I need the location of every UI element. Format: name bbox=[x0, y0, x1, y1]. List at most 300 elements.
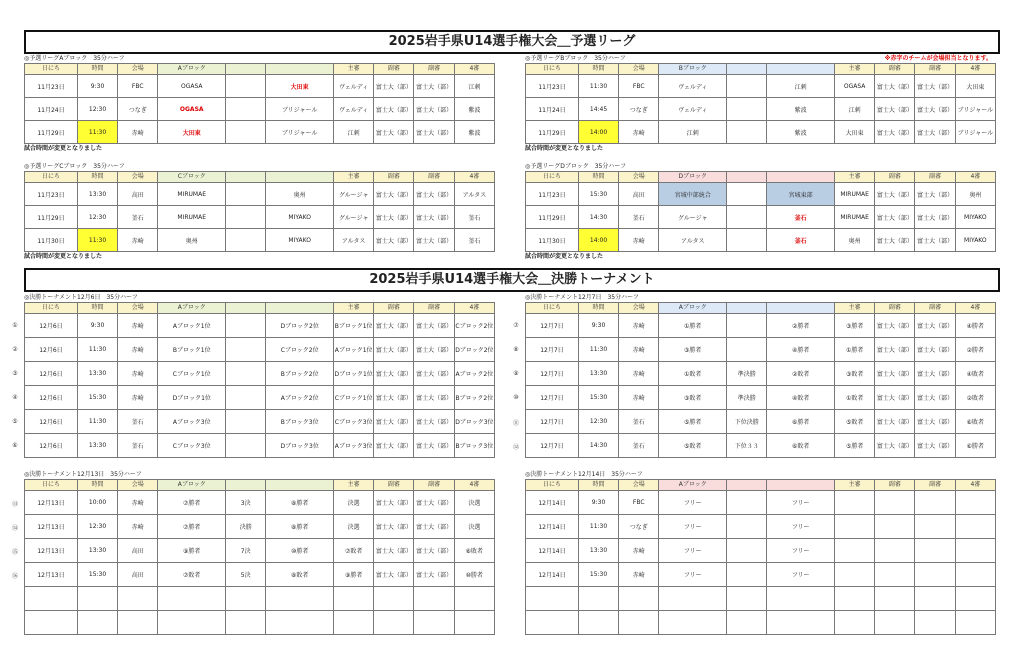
table-cell: 12月13日 bbox=[25, 539, 78, 563]
header-cell: 日にち bbox=[526, 480, 579, 491]
table-cell: ⑧勝者 bbox=[266, 491, 334, 515]
table-cell: 大田東 bbox=[266, 75, 334, 98]
table-cell: 9:30 bbox=[578, 491, 618, 515]
table-cell: ④敗者 bbox=[767, 386, 835, 410]
header-cell: 時間 bbox=[578, 64, 618, 75]
table-cell: 12月7日 bbox=[526, 338, 579, 362]
header-cell: 4審 bbox=[955, 172, 995, 183]
table-cell bbox=[226, 314, 266, 338]
table-row bbox=[25, 338, 495, 362]
table-cell: 釜石 bbox=[619, 206, 659, 229]
table-cell: 12月6日 bbox=[25, 314, 78, 338]
table-cell: 富士大（部） bbox=[875, 410, 915, 434]
table-row bbox=[526, 229, 996, 252]
table-cell: Cブロック3位 bbox=[334, 410, 374, 434]
table-cell: ④勝者 bbox=[955, 314, 995, 338]
match-number: ⑭ bbox=[11, 525, 18, 532]
table-cell: 12:30 bbox=[77, 98, 117, 121]
header-cell: 副審 bbox=[414, 64, 454, 75]
table-cell: ⑧敗者 bbox=[266, 563, 334, 587]
table-cell: ②敗者 bbox=[955, 386, 995, 410]
table-cell: 富士大（部） bbox=[374, 229, 414, 252]
table-row bbox=[25, 434, 495, 458]
caption-text: ◎予選リーグDブロック 35分ハーフ bbox=[525, 163, 627, 170]
table-cell bbox=[727, 515, 767, 539]
table-cell: 富士大（部） bbox=[875, 229, 915, 252]
header-cell bbox=[767, 64, 835, 75]
table-cell: 富士大（部） bbox=[374, 206, 414, 229]
table-cell: ヴェルディ bbox=[659, 98, 727, 121]
table-cell: 富士大（部） bbox=[374, 338, 414, 362]
header-cell: 日にち bbox=[526, 64, 579, 75]
table-cell: 釜石 bbox=[454, 229, 494, 252]
table-cell bbox=[226, 183, 266, 206]
match-number: ⑫ bbox=[512, 444, 519, 451]
table-cell: 赤崎 bbox=[118, 515, 158, 539]
table-cell: 大田東 bbox=[835, 121, 875, 144]
table-cell: 富士大（部） bbox=[875, 75, 915, 98]
schedule-table bbox=[24, 171, 495, 252]
header-cell: 4審 bbox=[454, 480, 494, 491]
table-cell: 紫波 bbox=[454, 121, 494, 144]
table-cell: 宮城東部 bbox=[767, 183, 835, 206]
table-cell: 13:30 bbox=[77, 362, 117, 386]
schedule-table bbox=[24, 63, 495, 144]
table-cell: 12月6日 bbox=[25, 434, 78, 458]
header-cell: 時間 bbox=[77, 480, 117, 491]
table-cell bbox=[955, 491, 995, 515]
table-cell bbox=[226, 386, 266, 410]
match-number: ⑯ bbox=[11, 573, 18, 580]
table-cell bbox=[158, 587, 226, 611]
table-cell: Aブロック1位 bbox=[158, 314, 226, 338]
header-cell: 副審 bbox=[414, 172, 454, 183]
table-cell: 富士大（部） bbox=[414, 206, 454, 229]
table-cell: Bブロック3位 bbox=[266, 410, 334, 434]
table-cell bbox=[226, 587, 266, 611]
table-cell: 宮城中部統合 bbox=[659, 183, 727, 206]
table-cell: 12:30 bbox=[578, 410, 618, 434]
header-cell bbox=[266, 172, 334, 183]
table-cell: ⑨勝者 bbox=[334, 563, 374, 587]
schedule-block-a bbox=[24, 54, 495, 153]
table-cell: 11:30 bbox=[578, 338, 618, 362]
table-cell: 14:00 bbox=[578, 121, 618, 144]
table-row bbox=[526, 515, 996, 539]
table-cell: 14:30 bbox=[578, 206, 618, 229]
header-cell: 時間 bbox=[578, 303, 618, 314]
table-cell bbox=[727, 314, 767, 338]
table-cell: 富士大（部） bbox=[374, 75, 414, 98]
table-cell: ヴェルディ bbox=[334, 75, 374, 98]
table-cell: 赤崎 bbox=[118, 121, 158, 144]
table-cell: 赤崎 bbox=[118, 386, 158, 410]
table-cell: 決選 bbox=[454, 491, 494, 515]
title-final-tournament: 2025岩手県U14選手権大会＿決勝トーナメント bbox=[24, 268, 1000, 292]
section-caption bbox=[525, 162, 996, 171]
table-cell: ⑤勝者 bbox=[659, 410, 727, 434]
table-cell: 12月14日 bbox=[526, 563, 579, 587]
table-row bbox=[25, 75, 495, 98]
table-cell: MIRUMAE bbox=[158, 183, 226, 206]
table-cell: ③勝者 bbox=[659, 338, 727, 362]
table-cell: 決選 bbox=[334, 491, 374, 515]
table-cell bbox=[659, 611, 727, 635]
table-cell bbox=[158, 611, 226, 635]
header-cell: 時間 bbox=[77, 303, 117, 314]
header-cell bbox=[226, 303, 266, 314]
table-cell: Bブロック1位 bbox=[334, 314, 374, 338]
table-cell: 11月24日 bbox=[526, 98, 579, 121]
table-cell: 11月24日 bbox=[25, 98, 78, 121]
table-row bbox=[526, 539, 996, 563]
table-cell: Bブロック2位 bbox=[266, 362, 334, 386]
section-caption bbox=[525, 293, 996, 302]
table-cell: Aブロック3位 bbox=[334, 434, 374, 458]
table-cell bbox=[226, 229, 266, 252]
match-number: ⑮ bbox=[11, 549, 18, 556]
table-cell: 準決勝 bbox=[727, 362, 767, 386]
header-cell bbox=[266, 303, 334, 314]
caption-text: ◎予選リーグBブロック 35分ハーフ bbox=[525, 55, 626, 62]
table-cell: 富士大（部） bbox=[875, 183, 915, 206]
table-cell: 江刺 bbox=[454, 75, 494, 98]
match-number: ⑬ bbox=[11, 501, 18, 508]
table-cell: 11月23日 bbox=[25, 75, 78, 98]
table-cell: ③敗者 bbox=[659, 386, 727, 410]
table-cell: 富士大（部） bbox=[875, 338, 915, 362]
header-cell: 日にち bbox=[25, 64, 78, 75]
title-yosen-league: 2025岩手県U14選手権大会＿予選リーグ bbox=[24, 30, 1000, 54]
table-cell: 富士大（部） bbox=[414, 386, 454, 410]
table-cell: 富士大（部） bbox=[915, 410, 955, 434]
table-cell: 11月30日 bbox=[526, 229, 579, 252]
table-cell: ⑥敗者 bbox=[955, 410, 995, 434]
table-cell: 11:30 bbox=[77, 229, 117, 252]
table-cell: ②敗者 bbox=[767, 362, 835, 386]
table-cell: 富士大（部） bbox=[374, 539, 414, 563]
table-cell: 富士大（部） bbox=[374, 491, 414, 515]
header-cell: 4審 bbox=[955, 303, 995, 314]
table-cell: 富士大（部） bbox=[875, 362, 915, 386]
table-cell: 富士大（部） bbox=[915, 434, 955, 458]
table-cell: 富士大（部） bbox=[915, 75, 955, 98]
table-cell: ②勝者 bbox=[955, 338, 995, 362]
section-caption bbox=[24, 54, 495, 63]
schedule-table bbox=[525, 302, 996, 458]
header-cell: 副審 bbox=[414, 480, 454, 491]
table-row bbox=[25, 183, 495, 206]
table-cell: 11月29日 bbox=[526, 121, 579, 144]
schedule-block-d bbox=[525, 162, 996, 261]
header-cell: Dブロック bbox=[659, 172, 727, 183]
table-cell: Dブロック2位 bbox=[454, 338, 494, 362]
table-cell bbox=[578, 611, 618, 635]
table-cell: 赤崎 bbox=[619, 539, 659, 563]
table-cell: ⑦勝者 bbox=[158, 515, 226, 539]
table-cell: ①勝者 bbox=[659, 314, 727, 338]
table-cell bbox=[767, 587, 835, 611]
table-cell: MIRUMAE bbox=[835, 206, 875, 229]
table-cell: 釜石 bbox=[454, 206, 494, 229]
section-caption bbox=[525, 54, 996, 63]
table-cell: MIRUMAE bbox=[158, 206, 226, 229]
header-cell bbox=[266, 64, 334, 75]
table-cell: つなぎ bbox=[118, 98, 158, 121]
table-cell bbox=[915, 611, 955, 635]
table-cell: 9:30 bbox=[77, 75, 117, 98]
table-cell: 赤崎 bbox=[619, 338, 659, 362]
table-cell: 13:30 bbox=[77, 434, 117, 458]
table-cell: FBC bbox=[619, 75, 659, 98]
table-row bbox=[526, 563, 996, 587]
section-caption bbox=[525, 470, 996, 479]
table-cell: Bブロック1位 bbox=[158, 338, 226, 362]
table-cell: 高田 bbox=[118, 539, 158, 563]
header-cell: 副審 bbox=[374, 303, 414, 314]
table-cell: ①勝者 bbox=[835, 338, 875, 362]
table-cell: 富士大（部） bbox=[374, 362, 414, 386]
header-cell bbox=[727, 480, 767, 491]
table-cell: 13:30 bbox=[578, 539, 618, 563]
table-cell: 12月14日 bbox=[526, 491, 579, 515]
header-cell bbox=[727, 303, 767, 314]
header-cell: 副審 bbox=[414, 303, 454, 314]
table-cell: ヴェルディ bbox=[334, 98, 374, 121]
header-cell: 主審 bbox=[334, 64, 374, 75]
table-cell: MIYAKO bbox=[955, 206, 995, 229]
table-row bbox=[25, 386, 495, 410]
table-row bbox=[526, 386, 996, 410]
schedule-final-dec6 bbox=[12, 293, 495, 458]
table-cell: 富士大（部） bbox=[374, 121, 414, 144]
header-cell: 主審 bbox=[835, 172, 875, 183]
header-cell: 主審 bbox=[835, 480, 875, 491]
table-cell bbox=[835, 611, 875, 635]
table-cell: Aブロック3位 bbox=[158, 410, 226, 434]
table-cell bbox=[915, 539, 955, 563]
table-cell: 赤崎 bbox=[118, 362, 158, 386]
table-cell: フリー bbox=[659, 515, 727, 539]
table-cell: Cブロック1位 bbox=[158, 362, 226, 386]
red-notice: ※赤字のチームが会場担当となります。 bbox=[884, 55, 992, 62]
header-cell: Aブロック bbox=[659, 480, 727, 491]
header-cell: Cブロック bbox=[158, 172, 226, 183]
table-row bbox=[25, 539, 495, 563]
table-cell bbox=[727, 563, 767, 587]
schedule-final-dec7 bbox=[512, 293, 996, 458]
header-cell: 副審 bbox=[875, 480, 915, 491]
table-cell: 12月14日 bbox=[526, 515, 579, 539]
table-cell: 江刺 bbox=[334, 121, 374, 144]
table-cell: MIYAKO bbox=[266, 229, 334, 252]
table-cell bbox=[454, 587, 494, 611]
table-cell: ブリジャール bbox=[955, 98, 995, 121]
table-cell bbox=[915, 563, 955, 587]
table-cell: Bブロック3位 bbox=[454, 434, 494, 458]
table-cell: ⑦勝者 bbox=[158, 491, 226, 515]
table-row bbox=[526, 338, 996, 362]
table-row bbox=[25, 314, 495, 338]
table-cell bbox=[226, 121, 266, 144]
table-cell: 釜石 bbox=[619, 410, 659, 434]
table-cell: 15:30 bbox=[77, 386, 117, 410]
table-cell bbox=[454, 611, 494, 635]
table-cell: ⑨勝者 bbox=[158, 539, 226, 563]
table-cell bbox=[727, 121, 767, 144]
table-cell bbox=[915, 587, 955, 611]
header-cell: 副審 bbox=[915, 480, 955, 491]
header-cell: 主審 bbox=[835, 303, 875, 314]
table-cell: 釜石 bbox=[118, 410, 158, 434]
table-cell: 12月6日 bbox=[25, 338, 78, 362]
table-row bbox=[25, 229, 495, 252]
table-cell: 12月6日 bbox=[25, 386, 78, 410]
table-row bbox=[25, 206, 495, 229]
table-cell bbox=[226, 98, 266, 121]
table-cell: ⑤勝者 bbox=[835, 434, 875, 458]
table-cell: 高田 bbox=[118, 183, 158, 206]
table-cell: つなぎ bbox=[619, 98, 659, 121]
header-cell: 時間 bbox=[578, 480, 618, 491]
table-cell: ブリジャール bbox=[266, 98, 334, 121]
table-cell: ④勝者 bbox=[767, 338, 835, 362]
section-caption bbox=[24, 470, 495, 479]
header-cell: 会場 bbox=[118, 480, 158, 491]
table-row bbox=[526, 434, 996, 458]
header-cell bbox=[767, 303, 835, 314]
table-cell: 下位決勝 bbox=[727, 410, 767, 434]
match-number: ⑥ bbox=[12, 442, 18, 449]
table-cell: 富士大（部） bbox=[414, 314, 454, 338]
table-cell bbox=[414, 587, 454, 611]
table-cell: アルタス bbox=[334, 229, 374, 252]
schedule-table bbox=[525, 171, 996, 252]
table-cell: 富士大（部） bbox=[374, 314, 414, 338]
table-cell: 富士大（部） bbox=[414, 491, 454, 515]
header-cell bbox=[226, 64, 266, 75]
table-cell bbox=[374, 587, 414, 611]
schedule-final-dec14 bbox=[525, 470, 996, 635]
table-cell: Cブロック3位 bbox=[158, 434, 226, 458]
header-cell: 日にち bbox=[25, 172, 78, 183]
header-cell: 副審 bbox=[374, 172, 414, 183]
table-cell: アルタス bbox=[659, 229, 727, 252]
header-cell: 4審 bbox=[454, 172, 494, 183]
table-cell: ③勝者 bbox=[835, 314, 875, 338]
table-cell: ⑧敗者 bbox=[454, 539, 494, 563]
table-cell: 赤崎 bbox=[118, 491, 158, 515]
header-cell: 副審 bbox=[374, 480, 414, 491]
table-cell bbox=[727, 539, 767, 563]
table-cell: 富士大（部） bbox=[414, 183, 454, 206]
table-cell bbox=[266, 611, 334, 635]
caption-text: ◎決勝トーナメント12月13日 35分ハーフ bbox=[24, 471, 142, 478]
table-cell bbox=[526, 611, 579, 635]
table-cell bbox=[226, 338, 266, 362]
header-cell: 日にち bbox=[25, 303, 78, 314]
table-cell: 決勝 bbox=[226, 515, 266, 539]
header-cell: 4審 bbox=[454, 303, 494, 314]
table-cell: フリー bbox=[767, 563, 835, 587]
table-cell: MIYAKO bbox=[266, 206, 334, 229]
table-cell: Cブロック1位 bbox=[334, 386, 374, 410]
table-cell bbox=[727, 183, 767, 206]
table-cell bbox=[77, 611, 117, 635]
table-cell: 富士大（部） bbox=[915, 229, 955, 252]
schedule-table bbox=[24, 479, 495, 635]
table-cell bbox=[526, 587, 579, 611]
table-row bbox=[526, 362, 996, 386]
table-cell bbox=[727, 229, 767, 252]
table-cell: 釜石 bbox=[767, 206, 835, 229]
table-cell: OGASA bbox=[158, 75, 226, 98]
table-cell bbox=[835, 515, 875, 539]
schedule-final-dec13 bbox=[11, 470, 495, 635]
table-cell: 12月13日 bbox=[25, 515, 78, 539]
table-cell: Aブロック2位 bbox=[454, 362, 494, 386]
header-cell: 会場 bbox=[619, 64, 659, 75]
schedule-block-c bbox=[24, 162, 495, 261]
header-cell: 会場 bbox=[619, 172, 659, 183]
table-cell: 富士大（部） bbox=[374, 434, 414, 458]
header-cell: 時間 bbox=[578, 172, 618, 183]
header-cell: 日にち bbox=[526, 172, 579, 183]
table-cell bbox=[835, 587, 875, 611]
match-number: ③ bbox=[12, 370, 18, 377]
table-cell: 奥州 bbox=[266, 183, 334, 206]
table-cell: 12月7日 bbox=[526, 362, 579, 386]
table-cell: 13:30 bbox=[578, 362, 618, 386]
header-cell bbox=[226, 480, 266, 491]
table-cell bbox=[955, 611, 995, 635]
match-number: ② bbox=[12, 346, 18, 353]
header-cell bbox=[767, 172, 835, 183]
table-row bbox=[526, 314, 996, 338]
table-cell: 富士大（部） bbox=[414, 515, 454, 539]
table-cell: Bブロック2位 bbox=[454, 386, 494, 410]
table-cell: 富士大（部） bbox=[414, 362, 454, 386]
table-cell: 10:00 bbox=[77, 491, 117, 515]
time-change-note: 試合時間が変更となりました bbox=[525, 253, 604, 260]
table-cell: 12月13日 bbox=[25, 563, 78, 587]
header-cell: 日にち bbox=[526, 303, 579, 314]
table-cell bbox=[727, 491, 767, 515]
table-cell bbox=[955, 539, 995, 563]
table-cell: 富士大（部） bbox=[915, 338, 955, 362]
table-cell: ⑤敗者 bbox=[659, 434, 727, 458]
match-number: ⑨ bbox=[513, 370, 519, 377]
header-cell: 会場 bbox=[619, 480, 659, 491]
table-cell: 富士大（部） bbox=[414, 410, 454, 434]
table-cell bbox=[727, 338, 767, 362]
header-cell bbox=[727, 64, 767, 75]
table-cell: ③敗者 bbox=[835, 362, 875, 386]
table-cell: ①敗者 bbox=[835, 386, 875, 410]
table-cell bbox=[955, 587, 995, 611]
table-cell: グルージャ bbox=[334, 183, 374, 206]
table-cell bbox=[334, 587, 374, 611]
table-cell bbox=[875, 587, 915, 611]
schedule-table bbox=[525, 479, 996, 635]
table-cell: 釜石 bbox=[619, 434, 659, 458]
table-cell bbox=[875, 515, 915, 539]
table-row bbox=[526, 611, 996, 635]
table-cell: 大田東 bbox=[158, 121, 226, 144]
header-cell: 副審 bbox=[875, 64, 915, 75]
table-cell: 赤崎 bbox=[619, 362, 659, 386]
table-cell bbox=[727, 98, 767, 121]
